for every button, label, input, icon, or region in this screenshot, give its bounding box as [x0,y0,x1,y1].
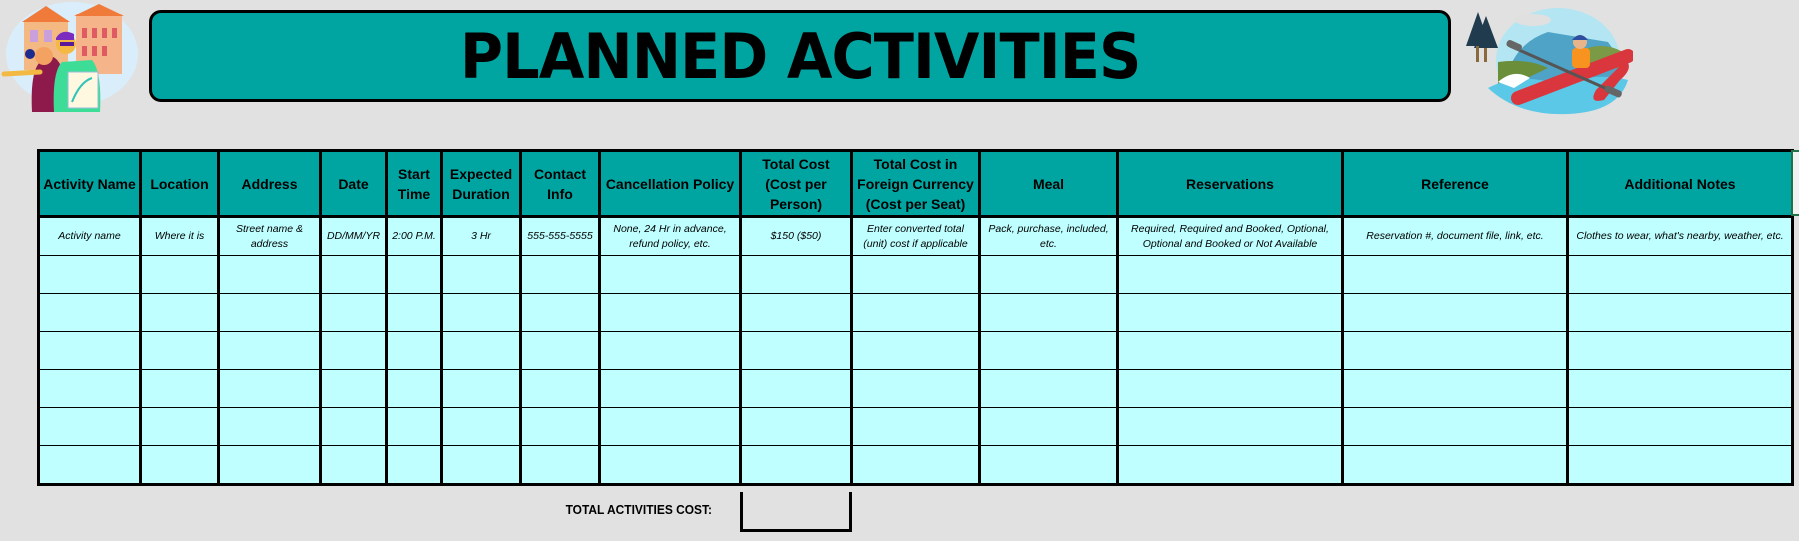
empty-cell[interactable] [741,446,852,485]
cell-location[interactable]: Where it is [141,217,219,256]
empty-cell[interactable] [321,408,387,446]
empty-cell[interactable] [1568,408,1793,446]
empty-cell[interactable] [852,408,980,446]
empty-cell[interactable] [980,332,1118,370]
column-header-total-cost[interactable]: Total Cost (Cost per Person) [741,151,852,217]
column-header-reservations[interactable]: Reservations [1118,151,1343,217]
empty-cell[interactable] [1118,332,1343,370]
empty-cell[interactable] [387,256,442,294]
empty-cell[interactable] [387,332,442,370]
empty-cell[interactable] [852,332,980,370]
cell-date[interactable]: DD/MM/YR [321,217,387,256]
column-header-cancellation-policy[interactable]: Cancellation Policy [600,151,741,217]
cell-cancellation-policy[interactable]: None, 24 Hr in advance, refund policy, etc. [600,217,741,256]
empty-cell[interactable] [980,256,1118,294]
empty-cell[interactable] [39,408,141,446]
empty-cell[interactable] [219,256,321,294]
table-row [39,370,1793,408]
table-row [39,332,1793,370]
empty-cell[interactable] [442,370,521,408]
cell-reservations[interactable]: Required, Required and Booked, Optional, Optional and Booked or Not Available [1118,217,1343,256]
empty-cell[interactable] [1343,446,1568,485]
empty-cell[interactable] [600,294,741,332]
empty-cell[interactable] [39,256,141,294]
empty-cell[interactable] [387,370,442,408]
empty-cell[interactable] [600,446,741,485]
total-activities-cost-cell[interactable] [740,492,852,532]
empty-cell[interactable] [321,332,387,370]
empty-cell[interactable] [741,332,852,370]
empty-cell[interactable] [442,256,521,294]
empty-cell[interactable] [442,332,521,370]
empty-cell[interactable] [521,370,600,408]
table-row [39,446,1793,485]
empty-cell[interactable] [600,408,741,446]
empty-cell[interactable] [141,332,219,370]
empty-cell[interactable] [980,408,1118,446]
empty-cell[interactable] [141,256,219,294]
activities-table [37,149,1794,486]
empty-cell[interactable] [980,446,1118,485]
empty-cell[interactable] [1568,446,1793,485]
table-row [39,256,1793,294]
cell-expected-duration[interactable]: 3 Hr [442,217,521,256]
empty-cell[interactable] [219,446,321,485]
empty-cell[interactable] [1118,294,1343,332]
empty-cell[interactable] [1343,370,1568,408]
empty-cell[interactable] [521,256,600,294]
cell-reference[interactable]: Reservation #, document file, link, etc. [1343,217,1568,256]
empty-cell[interactable] [852,294,980,332]
column-header-additional-notes[interactable]: Additional Notes [1568,151,1793,217]
empty-cell[interactable] [741,408,852,446]
column-header-expected-duration[interactable]: Expected Duration [442,151,521,217]
cell-activity-name[interactable]: Activity name [39,217,141,256]
kayak-illustration-icon [1458,2,1633,122]
empty-cell[interactable] [219,370,321,408]
empty-cell[interactable] [39,332,141,370]
empty-cell[interactable] [852,256,980,294]
column-header-activity-name[interactable]: Activity Name [39,151,141,217]
column-header-contact-info[interactable]: Contact Info [521,151,600,217]
empty-cell[interactable] [600,256,741,294]
empty-cell[interactable] [442,408,521,446]
empty-cell[interactable] [219,294,321,332]
empty-cell[interactable] [141,446,219,485]
cell-total-cost[interactable]: $150 ($50) [741,217,852,256]
empty-cell[interactable] [39,370,141,408]
empty-cell[interactable] [741,256,852,294]
empty-cell[interactable] [741,370,852,408]
empty-cell[interactable] [1343,332,1568,370]
column-header-meal[interactable]: Meal [980,151,1118,217]
empty-cell[interactable] [387,294,442,332]
empty-cell[interactable] [39,294,141,332]
total-activities-cost-label: TOTAL ACTIVITIES COST: [565,502,712,517]
column-header-address[interactable]: Address [219,151,321,217]
empty-cell[interactable] [321,370,387,408]
empty-cell[interactable] [852,370,980,408]
cell-contact-info[interactable]: 555-555-5555 [521,217,600,256]
selected-cell-indicator[interactable] [1791,150,1799,216]
column-header-location[interactable]: Location [141,151,219,217]
title-banner [149,10,1451,102]
empty-cell[interactable] [321,294,387,332]
empty-cell[interactable] [387,408,442,446]
table-row-sample [39,217,1793,256]
empty-cell[interactable] [219,408,321,446]
empty-cell[interactable] [321,256,387,294]
page-title: PLANNED ACTIVITIES [459,19,1141,93]
empty-cell[interactable] [600,332,741,370]
travelers-illustration-icon [0,2,140,114]
empty-cell[interactable] [141,294,219,332]
empty-cell[interactable] [442,446,521,485]
empty-cell[interactable] [1568,332,1793,370]
cell-foreign-currency-cost[interactable]: Enter converted total (unit) cost if applicable [852,217,980,256]
column-header-reference[interactable]: Reference [1343,151,1568,217]
empty-cell[interactable] [1118,370,1343,408]
empty-cell[interactable] [219,332,321,370]
cell-meal[interactable]: Pack, purchase, included, etc. [980,217,1118,256]
empty-cell[interactable] [442,294,521,332]
empty-cell[interactable] [1568,256,1793,294]
empty-cell[interactable] [1343,408,1568,446]
empty-cell[interactable] [521,446,600,485]
empty-cell[interactable] [852,446,980,485]
header-row [39,151,1793,217]
table-row [39,294,1793,332]
empty-cell[interactable] [980,370,1118,408]
cell-additional-notes[interactable]: Clothes to wear, what's nearby, weather, etc. [1568,217,1793,256]
column-header-date[interactable]: Date [321,151,387,217]
empty-cell[interactable] [521,408,600,446]
column-header-start-time[interactable]: Start Time [387,151,442,217]
empty-cell[interactable] [387,446,442,485]
column-header-foreign-currency-cost[interactable]: Total Cost in Foreign Currency (Cost per Seat) [852,151,980,217]
empty-cell[interactable] [141,370,219,408]
empty-cell[interactable] [741,294,852,332]
empty-cell[interactable] [39,446,141,485]
empty-cell[interactable] [1118,446,1343,485]
cell-start-time[interactable]: 2:00 P.M. [387,217,442,256]
empty-cell[interactable] [1118,256,1343,294]
empty-cell[interactable] [321,446,387,485]
empty-cell[interactable] [1343,256,1568,294]
empty-cell[interactable] [141,408,219,446]
empty-cell[interactable] [980,294,1118,332]
empty-cell[interactable] [521,294,600,332]
empty-cell[interactable] [1568,294,1793,332]
empty-cell[interactable] [600,370,741,408]
table-row [39,408,1793,446]
empty-cell[interactable] [521,332,600,370]
empty-cell[interactable] [1568,370,1793,408]
cell-address[interactable]: Street name & address [219,217,321,256]
empty-cell[interactable] [1118,408,1343,446]
empty-cell[interactable] [1343,294,1568,332]
